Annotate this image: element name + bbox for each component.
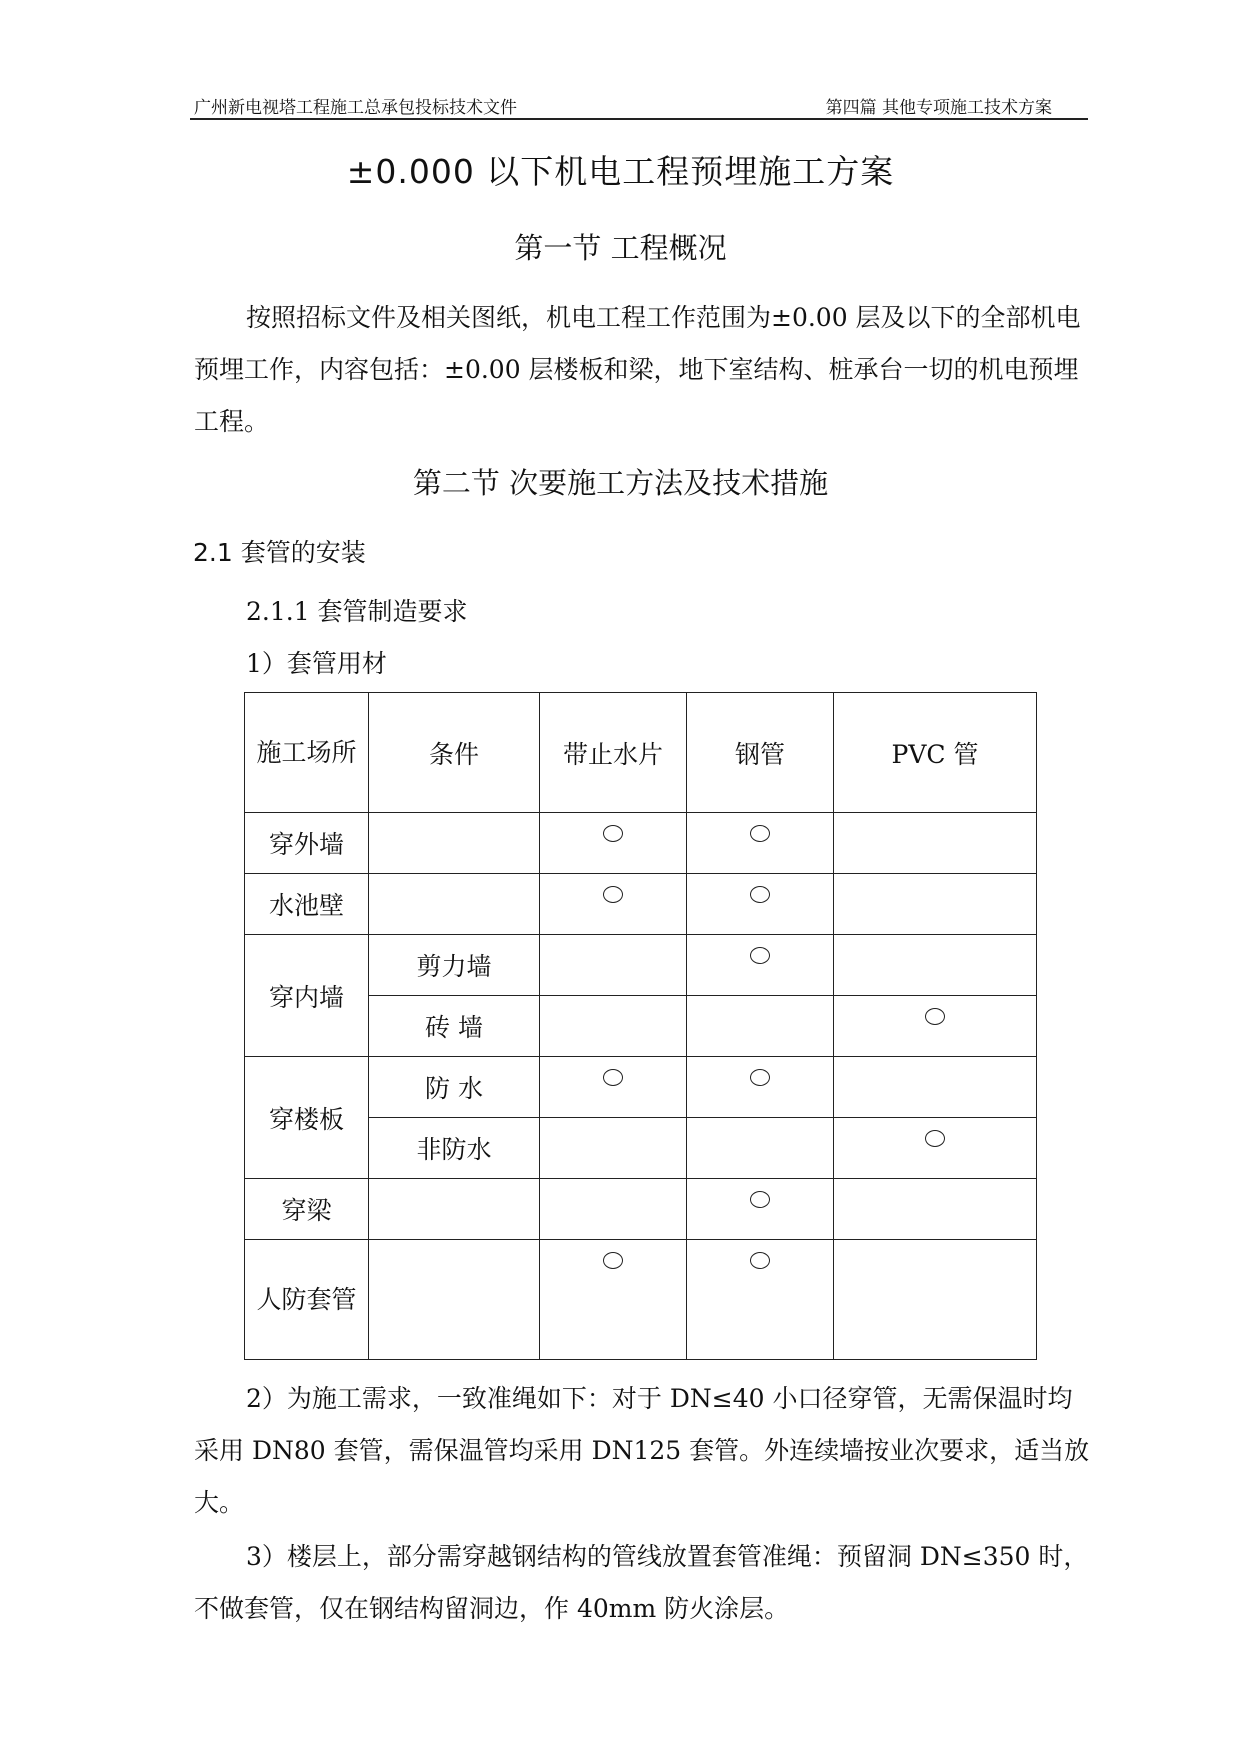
pvc-mark-cell xyxy=(834,813,1037,874)
pvc-mark-cell xyxy=(834,1118,1037,1179)
circle-mark-icon xyxy=(750,825,770,842)
waterstop-mark-cell xyxy=(540,1240,687,1360)
header-chapter-title: 第四篇 其他专项施工技术方案 xyxy=(825,98,1052,118)
pvc-mark-cell xyxy=(834,1179,1037,1240)
circle-mark-icon xyxy=(925,1008,945,1025)
waterstop-mark-cell xyxy=(540,874,687,935)
pvc-mark-cell xyxy=(834,1240,1037,1360)
subsection-2-1: 2.1 套管的安装 xyxy=(193,538,366,567)
steel-pipe-mark-cell xyxy=(687,1240,834,1360)
steel-pipe-mark-cell xyxy=(687,813,834,874)
steel-pipe-mark-cell xyxy=(687,1179,834,1240)
condition-cell: 非防水 xyxy=(369,1118,540,1179)
item-2-paragraph xyxy=(194,1373,1090,1529)
place-cell: 穿梁 xyxy=(245,1179,369,1240)
steel-pipe-mark-cell xyxy=(687,874,834,935)
condition-cell: 剪力墙 xyxy=(369,935,540,996)
condition-cell xyxy=(369,1240,540,1360)
sleeve-material-table xyxy=(244,692,1037,1360)
circle-mark-icon xyxy=(750,1069,770,1086)
condition-cell xyxy=(369,874,540,935)
subsection-2-1-1: 2.1.1 套管制造要求 xyxy=(246,597,468,626)
page-header xyxy=(190,88,1088,120)
circle-mark-icon xyxy=(750,1191,770,1208)
circle-mark-icon xyxy=(925,1130,945,1147)
header-document-title: 广州新电视塔工程施工总承包投标技术文件 xyxy=(194,98,517,118)
section-2-heading: 第二节 次要施工方法及技术措施 xyxy=(412,466,829,500)
condition-cell xyxy=(369,1179,540,1240)
table-row xyxy=(245,1179,1037,1240)
header-cell-steel-pipe: 钢管 xyxy=(687,693,834,813)
circle-mark-icon xyxy=(603,1069,623,1086)
table-row xyxy=(245,935,1037,996)
pvc-mark-cell xyxy=(834,935,1037,996)
table-row xyxy=(245,1057,1037,1118)
place-cell: 穿外墙 xyxy=(245,813,369,874)
section-1-paragraph xyxy=(194,292,1090,448)
pvc-mark-cell xyxy=(834,1057,1037,1118)
place-cell: 穿楼板 xyxy=(245,1057,369,1179)
steel-pipe-mark-cell xyxy=(687,996,834,1057)
waterstop-mark-cell xyxy=(540,1118,687,1179)
header-cell-pvc-pipe: PVC 管 xyxy=(834,693,1037,813)
condition-cell: 防 水 xyxy=(369,1057,540,1118)
item-1-heading: 1）套管用材 xyxy=(246,649,387,678)
table-row xyxy=(245,874,1037,935)
table-header-row xyxy=(245,693,1037,813)
place-cell: 穿内墙 xyxy=(245,935,369,1057)
waterstop-mark-cell xyxy=(540,996,687,1057)
steel-pipe-mark-cell xyxy=(687,1057,834,1118)
item-3-text: 3）楼层上，部分需穿越钢结构的管线放置套管准绳：预留洞 DN≤350 时，不做套管，仅在钢结构留洞边，作 40mm 防火涂层。 xyxy=(194,1542,1089,1623)
header-cell-condition: 条件 xyxy=(369,693,540,813)
item-3-paragraph xyxy=(194,1531,1090,1635)
condition-cell xyxy=(369,813,540,874)
circle-mark-icon xyxy=(603,825,623,842)
circle-mark-icon xyxy=(750,886,770,903)
section-1-paragraph-text: 按照招标文件及相关图纸，机电工程工作范围为±0.00 层及以下的全部机电预埋工作，内容包括：±0.00 层楼板和梁，地下室结构、桩承台一切的机电预埋工程。 xyxy=(194,303,1081,436)
pvc-mark-cell xyxy=(834,874,1037,935)
circle-mark-icon xyxy=(750,947,770,964)
table-row xyxy=(245,813,1037,874)
circle-mark-icon xyxy=(603,1252,623,1269)
pvc-mark-cell xyxy=(834,996,1037,1057)
waterstop-mark-cell xyxy=(540,935,687,996)
page-title: ±0.000 以下机电工程预埋施工方案 xyxy=(346,152,895,191)
item-2-text: 2）为施工需求，一致准绳如下：对于 DN≤40 小口径穿管，无需保温时均采用 DN80 套管，需保温管均采用 DN125 套管。外连续墙按业次要求，适当放大。 xyxy=(194,1384,1090,1517)
header-cell-waterstop: 带止水片 xyxy=(540,693,687,813)
place-cell: 人防套管 xyxy=(245,1240,369,1360)
waterstop-mark-cell xyxy=(540,813,687,874)
condition-cell: 砖 墙 xyxy=(369,996,540,1057)
waterstop-mark-cell xyxy=(540,1057,687,1118)
table-row xyxy=(245,1240,1037,1360)
circle-mark-icon xyxy=(750,1252,770,1269)
steel-pipe-mark-cell xyxy=(687,935,834,996)
place-cell: 水池壁 xyxy=(245,874,369,935)
circle-mark-icon xyxy=(603,886,623,903)
steel-pipe-mark-cell xyxy=(687,1118,834,1179)
section-1-heading: 第一节 工程概况 xyxy=(514,231,727,265)
header-cell-place: 施工场所 xyxy=(245,693,369,813)
waterstop-mark-cell xyxy=(540,1179,687,1240)
